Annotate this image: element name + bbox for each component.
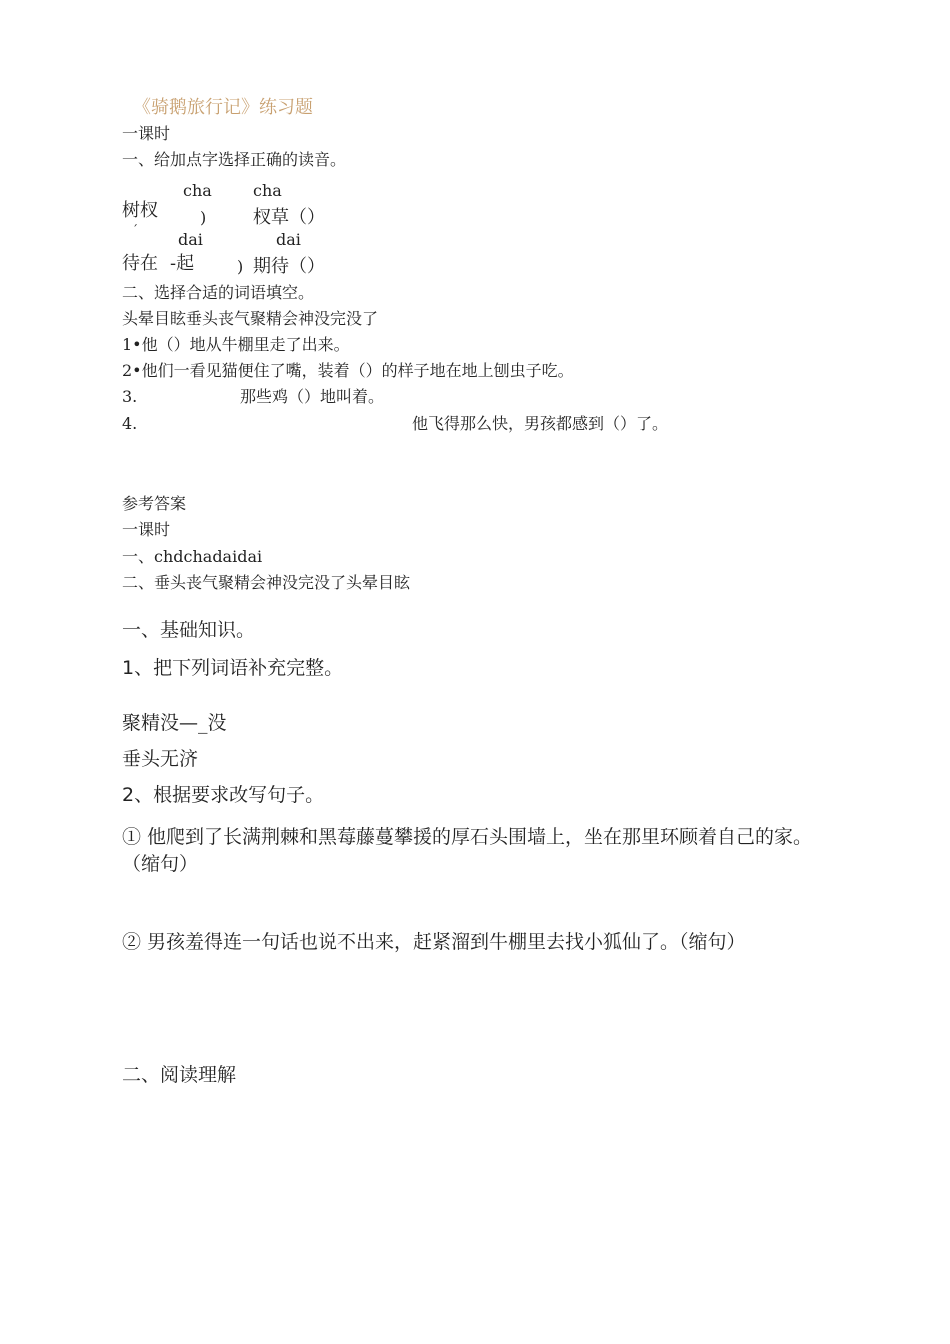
sentence-2: ② 男孩羞得连一句话也说不出来，赶紧溜到牛棚里去找小狐仙了。（缩句） <box>122 931 746 953</box>
sentence-1: ① 他爬到了长满荆棘和黑莓藤蔓攀援的厚石头围墙上，坐在那里环顾着自己的家。（缩句） <box>122 826 813 875</box>
answer-1: 一、chdchadaidai <box>122 547 263 566</box>
answer-2: 二、垂头丧气聚精会神没完没了头晕目眩 <box>122 573 411 592</box>
pinyin-top-2: cha <box>253 181 282 200</box>
q2-choices: 头晕目眩垂头丧气聚精会神没完没了 <box>122 309 379 328</box>
word-shucha: 树杈 <box>122 200 158 221</box>
q2-item-3-text: 那些鸡（）地叫着。 <box>240 387 385 406</box>
document-title: 《骑鹅旅行记》练习题 <box>133 97 313 118</box>
accent-mark: ˊ <box>132 223 138 237</box>
pinyin-bot-2: dai <box>276 230 301 249</box>
q2-item-4-number: 4. <box>122 414 138 433</box>
word-chacao: 杈草（） <box>253 207 325 228</box>
basic-heading: 一、基础知识。 <box>122 619 256 641</box>
pinyin-bot-1: dai <box>178 230 203 249</box>
answers-heading: 参考答案 <box>122 494 187 513</box>
q2-item-1: 1•他（）地从牛棚里走了出来。 <box>122 335 350 354</box>
q2-heading: 二、选择合适的词语填空。 <box>122 283 315 302</box>
paren-2: ) <box>237 257 244 276</box>
basic-word-1: 聚精没—_没 <box>122 712 227 734</box>
word-yiqi: -起 <box>170 253 195 274</box>
paren-1: ) <box>200 208 207 227</box>
q2-item-4-text: 他飞得那么快，男孩都感到（）了。 <box>412 414 669 433</box>
q2-item-3-number: 3. <box>122 387 138 406</box>
basic-word-2: 垂头无济 <box>122 748 199 770</box>
q2-item-2: 2•他们一看见猫便住了嘴，装着（）的样子地在地上刨虫子吃。 <box>122 361 574 380</box>
word-daizai: 待在 <box>122 253 158 274</box>
reading-heading: 二、阅读理解 <box>122 1064 237 1086</box>
lesson-label: 一课时 <box>122 124 171 143</box>
word-qidai: 期待（） <box>253 256 325 277</box>
basic-q1: 1、把下列词语补充完整。 <box>122 657 344 679</box>
q1-heading: 一、给加点字选择正确的读音。 <box>122 150 347 169</box>
answers-lesson: 一课时 <box>122 520 171 539</box>
basic-q2: 2、根据要求改写句子。 <box>122 784 325 806</box>
pinyin-top-1: cha <box>183 181 212 200</box>
